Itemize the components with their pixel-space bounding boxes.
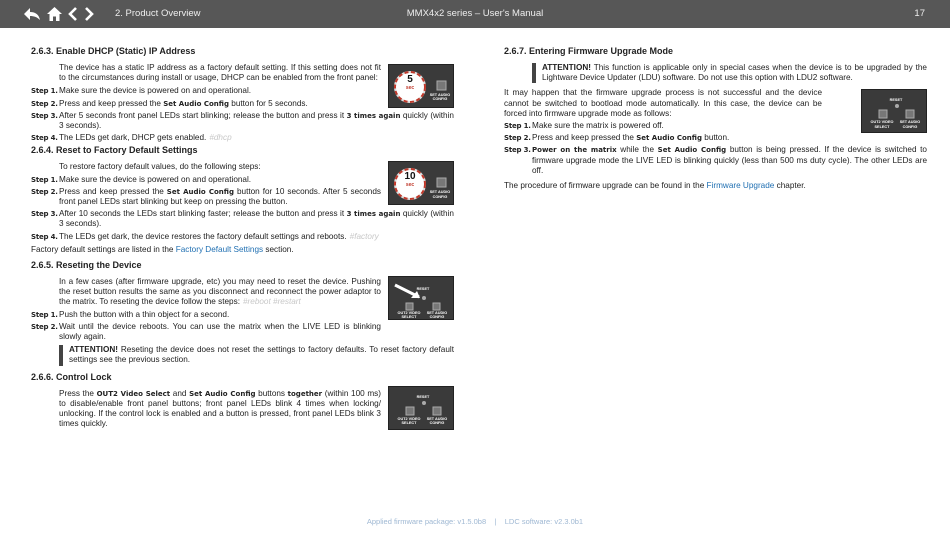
dhcp-figure-unit: sec [405,85,415,91]
top-bar [0,0,950,28]
step-text: quickly (within 3 seconds). [59,209,454,229]
step-label: Step 1. [31,87,58,96]
lock-text-part: Press the [59,388,97,398]
fw-intro: It may happen that the firmware upgrade process is not successful and the device cannot be switched to bootload mode automatically. In this case, the device can be forced into firmware upgrade mode as follows: [504,88,822,118]
navigation-bar [22,5,95,23]
step-text: Make sure the device is powered on and operational. [59,86,252,96]
outro-text: Factory default settings are listed in the [31,244,176,254]
reset-figure-label: SET AUDIO CONFIG [429,190,451,199]
step-label: Step 2. [31,99,58,108]
reset-figure-unit: sec [405,182,415,189]
step-button-name: Set Audio Config [166,187,234,196]
section-title-dhcp: 2.6.3. Enable DHCP (Static) IP Address [31,46,196,56]
outro-text: The procedure of firmware upgrade can be found in the [504,181,707,191]
section-reset-factory [31,162,454,207]
step-label: Step 4. [31,232,58,241]
dhcp-figure-label: SET AUDIO CONFIG [429,93,451,102]
left-column [31,46,454,431]
lock-text-part: (within 100 ms) to disable/enable front panel buttons; front panel LEDs blink 4 times when locking/ unlocking. If the control lock is enabled and a button is pressed, front panel LEDs blink 3 times quickly. [59,388,381,429]
step-emphasis: Power on the matrix [532,146,617,155]
step-text: Press and keep pressed the [532,133,637,143]
step-label: Step 1. [31,175,58,184]
step-text: The LEDs get dark, the device restores the factory default settings and reboots. [59,231,347,241]
reseting-figure-label-2: SET AUDIO CONFIG [426,311,448,320]
fw-figure-reset: RESET [889,98,903,103]
reboot-tags[interactable]: #reboot #restart [242,297,301,307]
attention-text: Reseting the device does not reset the settings to factory defaults. To reset factory default settings see the previous section. [69,345,454,365]
reset-figure-number: 10 [404,171,416,183]
fw-step-2 [504,133,822,143]
step-button-name: Set Audio Config [163,99,229,108]
dhcp-intro: The device has a static IP address as a factory default setting. If this setting does not fit to the circumstances during install or usage, DHCP can be enabled from the front panel: [59,63,381,83]
step-text: Make sure the matrix is powered off. [532,121,664,131]
home-icon[interactable] [46,6,63,22]
section-title-firmware-upgrade: 2.6.7. Entering Firmware Upgrade Mode [504,46,674,56]
section-title-reset-factory: 2.6.4. Reset to Factory Default Settings [31,145,198,156]
step-label: Step 2. [31,187,58,196]
step-text: After 10 seconds the LEDs start blinking faster; release the button and press it [59,209,347,219]
fw-figure [861,89,927,133]
lock-figure [388,386,454,430]
fw-figure-label-1: OUT2 VIDEO SELECT [870,120,894,129]
lock-figure-label-2: SET AUDIO CONFIG [426,416,448,425]
back-history-icon[interactable] [22,6,42,22]
together-emphasis: together [287,389,323,398]
step-text: Wait until the device reboots. You can use the matrix when the LIVE LED is blinking slowly again. [59,321,381,342]
outro-text: section. [263,244,294,254]
step-text: Press and keep pressed the [59,98,164,108]
previous-icon[interactable] [67,6,79,22]
step-label: Step 1. [31,310,58,319]
step-text: After 5 seconds front panel LEDs start blinking; release the button and press it [59,110,347,120]
dhcp-tag[interactable]: #dhcp [209,133,232,143]
document-title: MMX4x2 series – User's Manual [406,8,544,19]
fw-attention [532,63,927,83]
step-text: The LEDs get dark, DHCP gets enabled. [59,133,207,143]
step-label: Step 3. [31,111,58,120]
intro-text: In a few cases (after firmware upgrade, etc) you may need to reset the device. Pushing the reset button results the same as you disconnect and reconnect the power adaptor to the matrix. To reseting the device follow the steps: [59,277,381,307]
set-audio-config-name: Set Audio Config [189,389,256,398]
step-label: Step 4. [31,134,58,143]
reseting-figure-label-1: OUT2 VIDEO SELECT [397,311,421,320]
section-title-reseting: 2.6.5. Reseting the Device [31,260,142,271]
section-firmware-upgrade [504,63,927,83]
step-label: Step 1. [504,122,531,131]
attention-text: This function is applicable only in special cases when the device is to be upgraded by the Lightware Device Updater (LDU) software. Do not use this option with LDU2 software. [542,63,927,83]
footer-version-text: Applied firmware package: v1.5.0b8 | LDC software: v2.3.0b1 [366,517,584,526]
dhcp-figure [388,64,454,108]
dhcp-figure-number: 5 [407,74,413,85]
step-text: button is being pressed. If the device is switched to firmware upgrade mode the LIVE LED is blinking quickly (less than 500 ms duty cycle). The other LEDs are off. [532,145,927,175]
section-reseting [31,277,454,366]
timer-5-icon [389,65,454,108]
attention-label: ATTENTION! [69,345,118,355]
dhcp-step-4 [31,133,454,143]
step-label: Step 3. [31,210,58,219]
section-control-lock [31,389,454,430]
reset-step-1 [31,174,381,185]
dhcp-step-2 [31,98,381,109]
reset-step-2 [31,186,381,207]
reset-outro [31,245,454,255]
lock-text-part: buttons [255,388,288,398]
next-icon[interactable] [83,6,95,22]
lock-text-part: and [170,388,190,398]
right-column [504,46,927,193]
section-title-control-lock: 2.6.6. Control Lock [31,371,112,382]
step-text: button. [702,133,730,143]
fw-outro [504,181,927,191]
factory-default-settings-link[interactable]: Factory Default Settings [175,244,264,254]
step-text: while the [616,145,658,155]
step-text: Press and keep pressed the [59,186,167,196]
step-text: Make sure the device is powered on and operational. [59,174,252,184]
fw-figure-label-2: SET AUDIO CONFIG [899,120,921,129]
page-number: 17 [914,8,925,19]
timer-10-icon [389,162,454,205]
reseting-figure-reset: RESET [416,287,430,292]
reseting-attention [59,345,454,365]
step-emphasis: 3 times again [346,210,401,219]
factory-tag[interactable]: #factory [349,231,379,241]
outro-text: chapter. [774,181,806,191]
fw-body [504,88,927,176]
step-text: quickly (within 3 seconds). [59,110,454,131]
breadcrumb[interactable]: 2. Product Overview [115,8,201,19]
lock-figure-reset: RESET [416,394,430,399]
reseting-intro [59,277,381,308]
step-label: Step 2. [504,134,531,143]
step-button-name: Set Audio Config [636,134,702,143]
step-text: button for 10 seconds. After 5 seconds front panel LEDs start blinking but keep on pressing the button. [59,186,381,207]
reset-step-3 [31,209,454,229]
reset-intro: To restore factory default values, do the following steps: [59,162,261,172]
reseting-figure [388,276,454,320]
step-text: Push the button with a thin object for a second. [59,309,230,319]
step-button-name: Set Audio Config [657,146,727,155]
reset-step-4 [31,231,454,242]
dhcp-step-3 [31,110,454,131]
fw-step-1 [504,121,822,131]
reset-steps [31,209,454,242]
attention-label: ATTENTION! [542,63,591,72]
step-emphasis: 3 times again [346,111,401,120]
reseting-step-2 [31,321,381,342]
step-label: Step 2. [31,322,58,331]
footer [0,517,950,526]
lock-figure-label-1: OUT2 VIDEO SELECT [397,416,421,425]
out2-video-select-name: OUT2 Video Select [96,389,171,398]
lock-text [59,389,381,430]
fw-step-3 [504,145,927,176]
reset-figure [388,161,454,205]
step-text: button for 5 seconds. [229,98,308,108]
step-label: Step 3. [504,146,531,155]
reseting-step-1 [31,309,381,320]
firmware-upgrade-link[interactable]: Firmware Upgrade [706,181,775,191]
